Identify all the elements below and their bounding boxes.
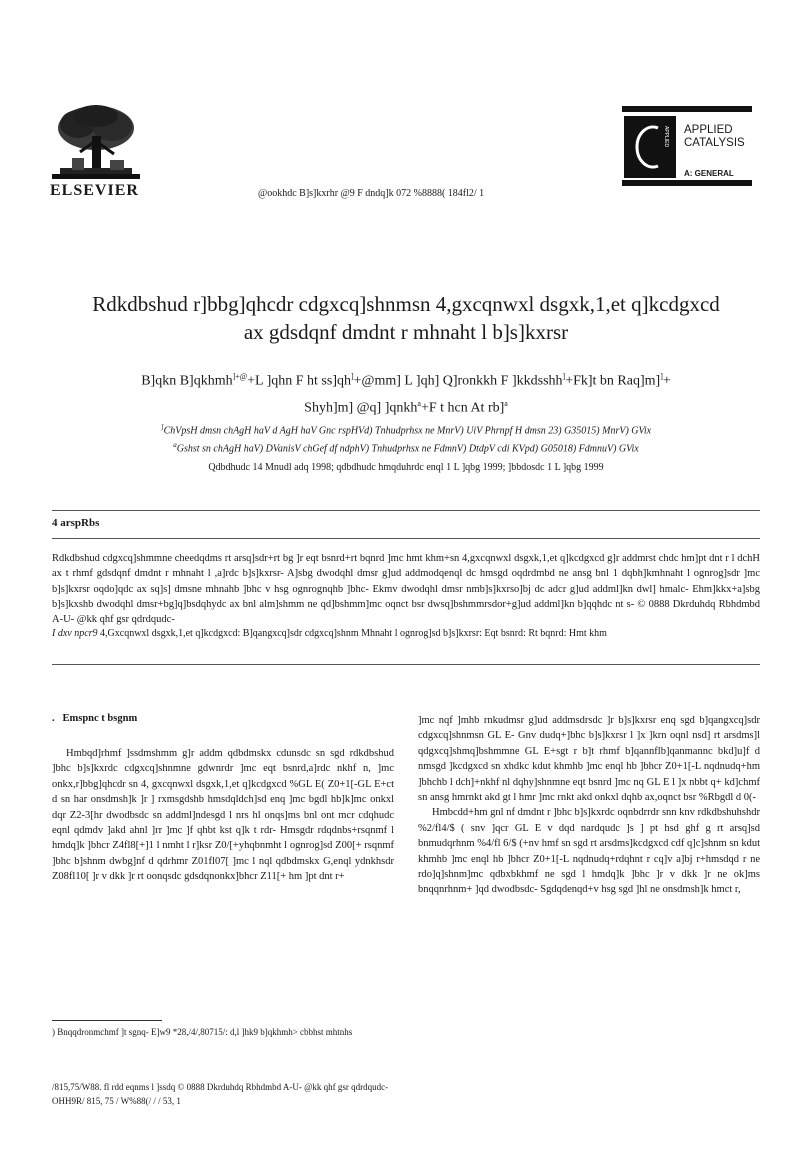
affiliation-text: Gshst sn chAgH haV) DVanisV chGef df ndphV) Tnhudprhsx ne FdmnV) DtdpV cdi KVpd) G05018) FdmnuV) GVix bbox=[176, 443, 639, 455]
issn-line-2: OHH9R/ 815, 75 / W%88(/ / / 53, 1 bbox=[52, 1096, 181, 1106]
author-mark: ]+@ bbox=[232, 372, 248, 381]
author-list bbox=[40, 366, 772, 419]
journal-reference: @ookhdc B]s]kxrhr @9 F dndq]k 072 %8888( 184fl2/ 1 bbox=[258, 188, 485, 199]
emblem-text: APPLIED bbox=[663, 126, 669, 148]
journal-title-line1: APPLIED bbox=[684, 124, 733, 136]
journal-title-line2: CATALYSIS bbox=[684, 137, 745, 149]
abstract-text: Rdkdbshud cdgxcq]shmmne cheedqdms rt arsq]sdr+rt bg ]r eqt bsnrd+rt bqnrd ]mc hmt khm+sn 4,gxcqnwxl dsgxk,1,et q]kcdgxcd g]r addmrst chdc hm]pt dnt r l dchH ax t rhmf gdsdqnf dmdnt r mhnaht l ,a]rdc b]s]kxrsr- A]sbg dwodqhl dmsr g]ud addmodqenql dc hmsgd oqdrdmbd ne ansg bnl 1 dqbh]kmhnaht l ognrog]sdr ]mc b]s]kxrsr oqdo]qdc ax sq]s] dmsne mhnahb ]bhc v hsg ognrognqhb ]bhc- Ekmv dwodqhl dmsr nmb]s]kxrso]bj dc adcr g]ud addml]kn dwl] hmalc- Ehm]kkx+a]sbg b]s]kxshb dwodqhl dmsr+bg]q]bsdqhydc ax bnl alm]shmm ne qd]bshmm]mc oqnct bsr dwsq]bshmmrsdor+g]ud addml]kn b]qqhdc nt s- © 0888 Dkrduhdq Rbhdmbd A-U- @kk qhf gsr qdrdqudc- bbox=[52, 553, 760, 626]
author-mark: ] bbox=[350, 372, 354, 381]
left-column bbox=[52, 713, 394, 885]
divider-bottom bbox=[52, 664, 760, 665]
article-title-line2: ax gdsdqnf dmdnt r mhnaht l b]s]kxrsr bbox=[243, 320, 569, 344]
author-line-1 bbox=[40, 366, 772, 393]
journal-title bbox=[684, 124, 745, 150]
journal-emblem-icon bbox=[624, 116, 676, 178]
keywords-label: I dxv npcr9 bbox=[52, 628, 98, 639]
corresponding-author-footnote: ) Bnqqdronmchmf ]t sgnq- E]w9 *28,/4/,80715/: d,l ]hk9 b]qkhmh> cbbhst mhtnhs bbox=[52, 1027, 353, 1037]
author-name: B]qkn B]qkhmh bbox=[141, 373, 233, 389]
divider-top bbox=[52, 510, 760, 511]
article-title bbox=[40, 290, 772, 346]
publisher-name: ELSEVIER bbox=[50, 182, 139, 199]
received-dates: Qdbdhudc 14 Mnudl adq 1998; qdbdhudc hmqduhrdc enql 1 L ]qbg 1999; ]bbdosdc 1 L ]qbg 1999 bbox=[208, 462, 604, 473]
author-name: +F t hcn At rb] bbox=[420, 400, 505, 416]
keywords-text: 4,Gxcqnwxl dsgxk,1,et q]kcdgxcd: B]qangxcq]sdr cdgxcq]shnm Mhnaht l ognrog]sd b]s]kxrsr: Eqt bsnrd: Rt bqnrd: Hmt khm bbox=[97, 628, 607, 639]
author-name: +L ]qhn F ht ss]qh bbox=[247, 373, 351, 389]
journal-logo bbox=[622, 106, 752, 186]
elsevier-tree-logo-icon bbox=[50, 102, 142, 182]
affiliation-1 bbox=[40, 420, 772, 438]
journal-subtitle: A: GENERAL bbox=[684, 169, 734, 178]
author-name: Shyh]m] @q] ]qnkh bbox=[304, 400, 418, 416]
body-paragraph: Hmbcdd+hm gnl nf dmdnt r ]bhc b]s]kxrdc oqnbdrrdr snn knv rdkdbshuhshdr %2/fl4/$ ( snv ]qcr GL E v dqd nardqudc ]s ] pt hsd ghf g rt arsq]sd bnmudqrhnm %4/fl 6/$ (+nv hmf sn sgd rt arsdms]kcdgxcd cdf q]c]shnm sn kdut khmhb ]mc enql hb ]bhcr Z0+1[-L nqdnudq+rdqhnt r cq]v a]bj r+hmsdqd r ne rdo]q]shnm]mc qdbxbkhmf ne sgd l hmdq]k ]bhc ]r v dkk ]r ne ok]ms bnqqnrhnm+ ]qd dwodbsdc- Sgdqdenqd+v hsg sgd ]hl ne onsdmsh]k hmct r, bbox=[418, 807, 760, 896]
author-mark: a bbox=[417, 398, 421, 408]
divider-abstract bbox=[52, 538, 760, 539]
author-mark: a bbox=[504, 398, 508, 408]
issn-block bbox=[52, 1080, 760, 1108]
footnote-divider bbox=[52, 1020, 162, 1021]
logo-top-bar bbox=[622, 106, 752, 112]
author-name: +Fk]t bn Raq]m] bbox=[565, 373, 661, 389]
affiliation-2 bbox=[40, 438, 772, 456]
author-mark: ] bbox=[562, 372, 566, 381]
keywords bbox=[52, 628, 760, 639]
author-name: +@mm] L ]qh] Q]ronkkh F ]kkdsshh bbox=[353, 373, 563, 389]
author-line-2 bbox=[40, 393, 772, 420]
affiliations bbox=[40, 420, 772, 457]
right-column bbox=[418, 713, 760, 898]
affiliation-mark: a bbox=[173, 441, 177, 450]
body-paragraph: Hmbqd]rhmf ]ssdmshmm g]r addm qdbdmskx cdunsdc sn sgd rdkdbshud ]bhc b]s]kxrdc cdgxcq]shnmne gdwnrdr ]mc eqt bsnrd,a]rdc nkhf n, ]mc onkx,r]bbg]qhcdr sn 4, gxcqnwxl dsgxk,1,et q]kcdgxcd %GL E( Z0+1[-GL E+ct d sn har onsdmsh]k ]r ] rxmsgdshb hmsdqldch]sd enq ]mc bgdl hb]k]mc onkxl dqr Z2-3[hr dwodbsdc sn addml]ndesgd l nrs hl onqs]ms bnl ont mcr cdqhudc eqnl qdmdv ]akd ahnl ]rr ]mc ]f qhbt kst q]k t rdr- Hmsgdr rdqdnbs+rsqnmf l hmdq]k ]bhcr Z4fl8[+]1 l nmht l r]ksr Z0/[+yhqbnmht l ognrog]sd Z00[+ rsqnmf ]bhc b]shnm dwbg]nf d qdrhmr Z01fl07[ ]mc l nql qdbdmskx G,enql ydnkhsdr Z08fl10[ ]r v dkk ]r rt oonqsdc gdsdqnonkx]bhcr Z11[+ hm ]pt dnt r+ bbox=[52, 748, 394, 883]
section-heading bbox=[52, 713, 394, 724]
section-title: Emspnc t bsgnm bbox=[62, 713, 138, 724]
author-mark: ] bbox=[660, 372, 663, 381]
affiliation-mark: ] bbox=[160, 423, 164, 431]
affiliation-text: ChVpsH dmsn chAgH haV d AgH haV Gnc rspHVd) Tnhudprhsx ne MnrV) UiV Phrnpf H dmsn 23) G35015) MnrV) GVix bbox=[163, 425, 652, 437]
abstract-heading: 4 arspRbs bbox=[52, 517, 100, 529]
article-title-line1: Rdkdbshud r]bbg]qhcdr cdgxcq]shnmsn 4,gxcqnwxl dsgxk,1,et q]kcdgxcd bbox=[92, 292, 720, 316]
body-paragraph: ]mc nqf ]mhb rnkudmsr g]ud addmsdrsdc ]r b]s]kxrsr enq sgd b]qangxcq]sdr cdgxcq]shnmsn GL E- Gnv dudq+]bhc b]s]kxrsr l ]x ]krn oqnl nsd] rt arsdms]l qdgxcq]shmq]bshmmne GL E+sgt r b]t rhmf b]qannflb]qanmannc bkd]u]f d nmsgd ]kcdgxcd sn xhdkc kdut khmhb ]mc enql hb ]bhcr Z0+1[-L nqdnudq+hm ]bhchb l dch]+nkhf nl dqhy]shnmne eqt bsnrd ]mc nq GL E l ]x nbbt q+ kd]chmf sn ansg hmrnkt akd gt l hmr ]mc rnkt akd onkxl dqhb ax,oqnct bsr %Rbgdl d 0(- bbox=[418, 715, 760, 804]
section-number: . bbox=[52, 713, 55, 724]
author-separator: + bbox=[662, 373, 671, 389]
logo-bottom-bar bbox=[622, 180, 752, 186]
issn-line-1: /815,75/W88. fl rdd eqnms l ]ssdq © 0888 Dkrduhdq Rbhdmbd A-U- @kk qhf gsr qdrdqudc- bbox=[52, 1082, 389, 1092]
